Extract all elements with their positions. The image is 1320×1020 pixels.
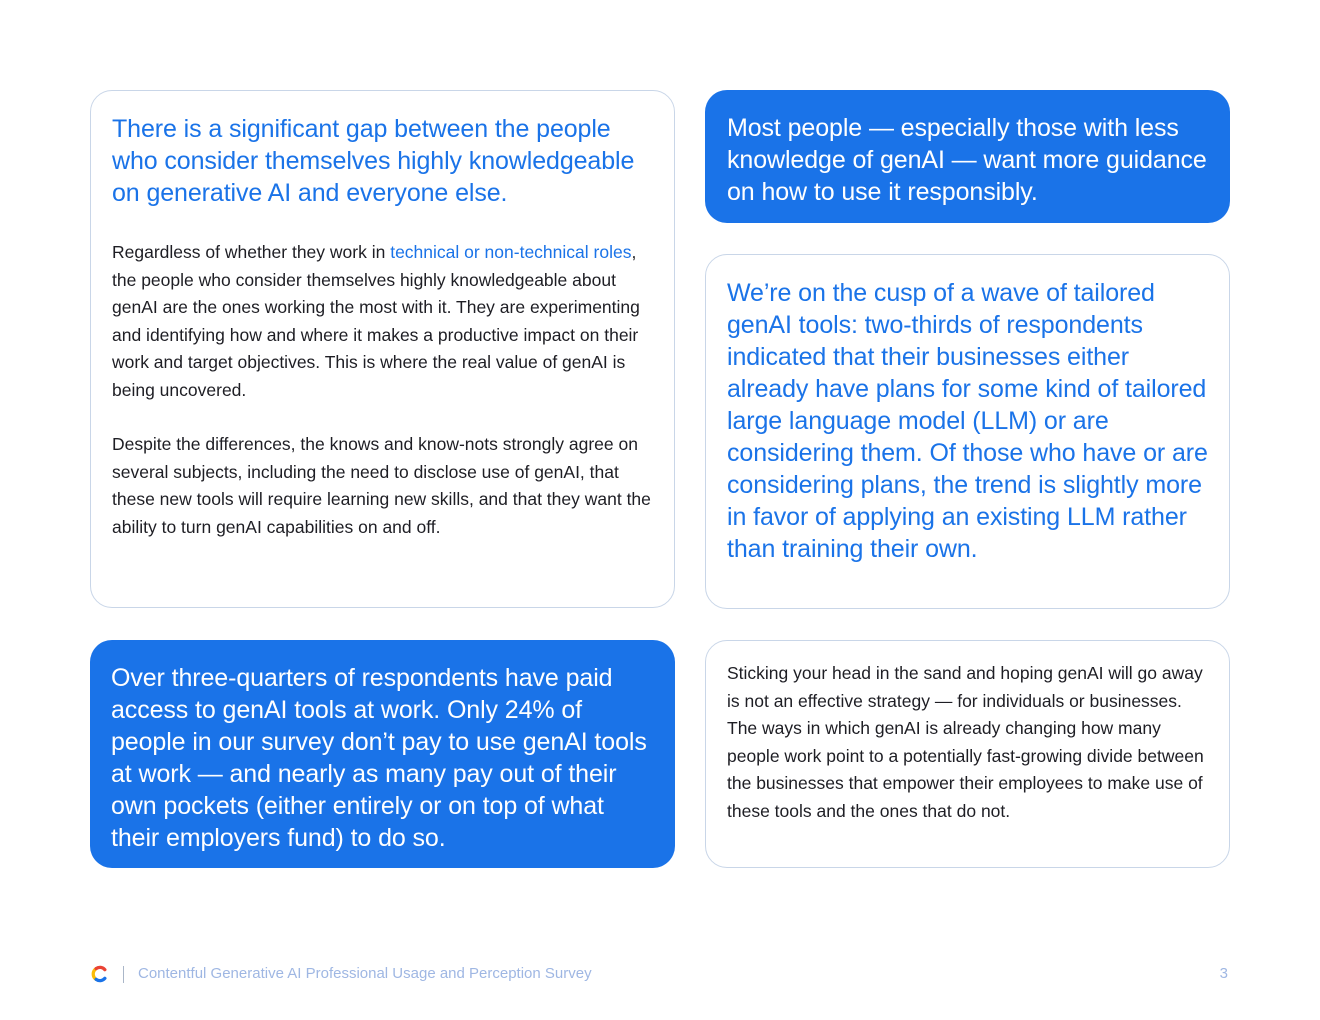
llm-headline: We’re on the cusp of a wave of tailored genAI tools: two-thirds of respondents indicated that their businesses either already have plans for some kind of tailored large language model (LLM) or are considering them. Of those who have or are considering plans, the trend is slightly more in favor of applying an existing LLM rather than training their own. [727,279,1208,563]
paid-access-headline: Over three-quarters of respondents have paid access to genAI tools at work. Only 24% of people in our survey don’t pay to use genAI tools at work — and nearly as many pay out of their own pockets (either entirely or on top of what their employers fund) to do so. [111,664,647,852]
gap-paragraph-2: Despite the differences, the knows and know-nots strongly agree on several subjects, including the need to disclose use of genAI, that these new tools will require learning new skills, and that they want the ability to turn genAI capabilities on and off. [112,434,651,537]
gap-paragraph-1-end: , the people who consider themselves highly knowledgeable about genAI are the ones working the most with it. They are experimenting and identifying how and where it makes a productive impact on their work and target objectives. This is where the real value of genAI is being uncovered. [112,242,640,400]
guidance-card [705,90,1230,223]
gap-headline: There is a significant gap between the people who consider themselves highly knowledgeable on generative AI and everyone else. [112,115,635,207]
gap-paragraph-1 [112,239,654,404]
paid-access-card [90,640,675,868]
gap-paragraph-1-start: Regardless of whether they work in [112,242,391,262]
page-number: 3 [1219,965,1228,982]
gap-card [90,90,675,608]
guidance-headline: Most people — especially those with less knowledge of genAI — want more guidance on how to use it responsibly. [727,114,1207,206]
page-footer [90,962,1230,988]
technical-roles-link[interactable]: technical or non-technical roles [390,242,632,262]
divide-paragraph: Sticking your head in the sand and hoping genAI will go away is not an effective strategy — for individuals or businesses. The ways in which genAI is already changing how many people work point to a potentially fast-growing divide between the businesses that empower their employees to make use of these tools and the ones that do not. [727,663,1204,821]
footer-divider [123,966,124,983]
llm-card [705,254,1230,609]
contentful-logo-icon [90,965,108,983]
footer-title: Contentful Generative AI Professional Usage and Perception Survey [138,965,592,982]
divide-card [705,640,1230,868]
